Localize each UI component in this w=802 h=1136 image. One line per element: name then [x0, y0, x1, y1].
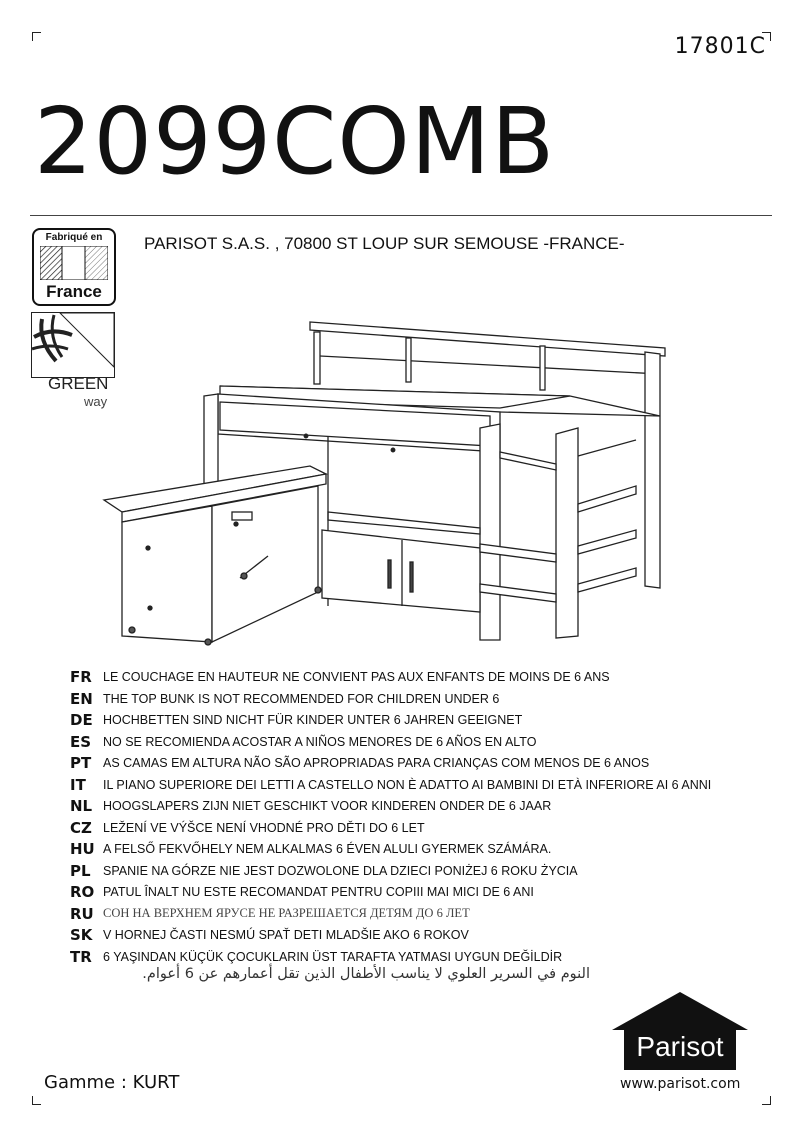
bed-illustration: [100, 316, 670, 646]
warning-row: [70, 710, 522, 730]
brand-website: www.parisot.com: [620, 1076, 741, 1092]
warning-row: [70, 732, 536, 752]
language-code: HU: [70, 840, 95, 858]
warning-row: [70, 796, 551, 816]
green-way-sublabel: way: [84, 394, 108, 409]
warning-text: 6 YAŞINDAN KÜÇÜK ÇOCUKLARIN ÜST TARAFTA YATMASI UYGUN DEĞİLDİR: [103, 949, 563, 964]
warning-text: NO SE RECOMIENDA ACOSTAR A NIÑOS MENORES DE 6 AÑOS EN ALTO: [103, 734, 537, 749]
france-flag-icon: [40, 246, 108, 280]
parisot-logo: [610, 990, 750, 1074]
warning-row: [70, 775, 711, 795]
language-code: TR: [70, 947, 92, 966]
warning-row: [70, 904, 470, 924]
warning-text: AS CAMAS EM ALTURA NÃO SÃO APROPRIADAS PARA CRIANÇAS COM MENOS DE 6 ANOS: [103, 756, 650, 770]
warning-row: [70, 689, 499, 709]
warning-text: HOCHBETTEN SIND NICHT FÜR KINDER UNTER 6 JAHREN GEEIGNET: [103, 713, 523, 727]
warning-row: [70, 753, 649, 773]
warning-row: [70, 839, 551, 859]
warning-row: [70, 667, 610, 687]
warning-text: PATUL ÎNALT NU ESTE RECOMANDAT PENTRU COPIII MAI MICI DE 6 ANI: [103, 885, 534, 899]
language-code: RO: [70, 883, 95, 901]
header-divider: [30, 215, 772, 216]
warning-row: [70, 861, 578, 881]
warning-row: [70, 882, 534, 902]
crop-mark-bottom-right: [762, 1096, 771, 1105]
language-code: RU: [70, 904, 94, 923]
language-code: EN: [70, 689, 93, 708]
made-in-country: France: [46, 282, 102, 301]
language-code: IT: [70, 775, 86, 794]
language-code: DE: [70, 711, 93, 729]
warning-text: СОН НА ВЕРХНЕМ ЯРУСЕ НЕ РАЗРЕШАЕТСЯ ДЕТЯМ ДО 6 ЛЕТ: [103, 906, 470, 920]
warning-text: LEŽENÍ VE VÝŠCE NENÍ VHODNÉ PRO DĚTI DO 6 LET: [103, 820, 425, 835]
warning-text: SPANIE NA GÓRZE NIE JEST DOZWOLONE DLA DZIECI PONIŻEJ 6 ROKU ŻYCIA: [103, 863, 578, 878]
warning-text: IL PIANO SUPERIORE DEI LETTI A CASTELLO NON È ADATTO AI BAMBINI DI ETÀ INFERIORE AI 6 ANNI: [103, 777, 712, 792]
language-code: PT: [70, 754, 92, 772]
warning-row: [70, 947, 562, 967]
language-code: SK: [70, 926, 93, 944]
language-code: CZ: [70, 818, 92, 837]
product-range-label: Gamme : KURT: [44, 1072, 180, 1093]
warning-text: V HORNEJ ČASTI NESMÚ SPAŤ DETI MLADŠIE AKO 6 ROKOV: [103, 928, 469, 942]
crop-mark-bottom-left: [32, 1096, 41, 1105]
company-address: PARISOT S.A.S. , 70800 ST LOUP SUR SEMOUSE -FRANCE-: [144, 234, 625, 253]
language-code: NL: [70, 797, 93, 815]
warning-row: [70, 818, 425, 838]
warning-row: [70, 925, 469, 945]
warning-text: LE COUCHAGE EN HAUTEUR NE CONVIENT PAS AUX ENFANTS DE MOINS DE 6 ANS: [103, 670, 610, 684]
made-in-france-badge: [32, 228, 116, 306]
language-code: FR: [70, 668, 92, 686]
crop-mark-top-left: [32, 32, 41, 41]
warning-text: A FELSŐ FEKVŐHELY NEM ALKALMAS 6 ÉVEN ALULI GYERMEK SZÁMÁRA.: [103, 842, 552, 856]
arabic-warning-text: النوم في السرير العلوي لا يناسب الأطفال الذين تقل أعمارهم عن 6 أعوام.: [142, 966, 590, 982]
made-in-label: Fabriqué en: [45, 232, 103, 243]
warning-text: THE TOP BUNK IS NOT RECOMMENDED FOR CHILDREN UNDER 6: [103, 691, 500, 706]
warning-text: HOOGSLAPERS ZIJN NIET GESCHIKT VOOR KINDEREN ONDER DE 6 JAAR: [103, 799, 552, 813]
language-code: ES: [70, 732, 92, 751]
house-roof-icon: [610, 990, 750, 1074]
document-code: 17801C: [674, 34, 766, 59]
green-way-label: GREEN: [48, 374, 109, 393]
product-code-title: 2099COMB: [34, 88, 556, 195]
language-code: PL: [70, 861, 91, 880]
brand-name: Parisot: [636, 1031, 724, 1062]
